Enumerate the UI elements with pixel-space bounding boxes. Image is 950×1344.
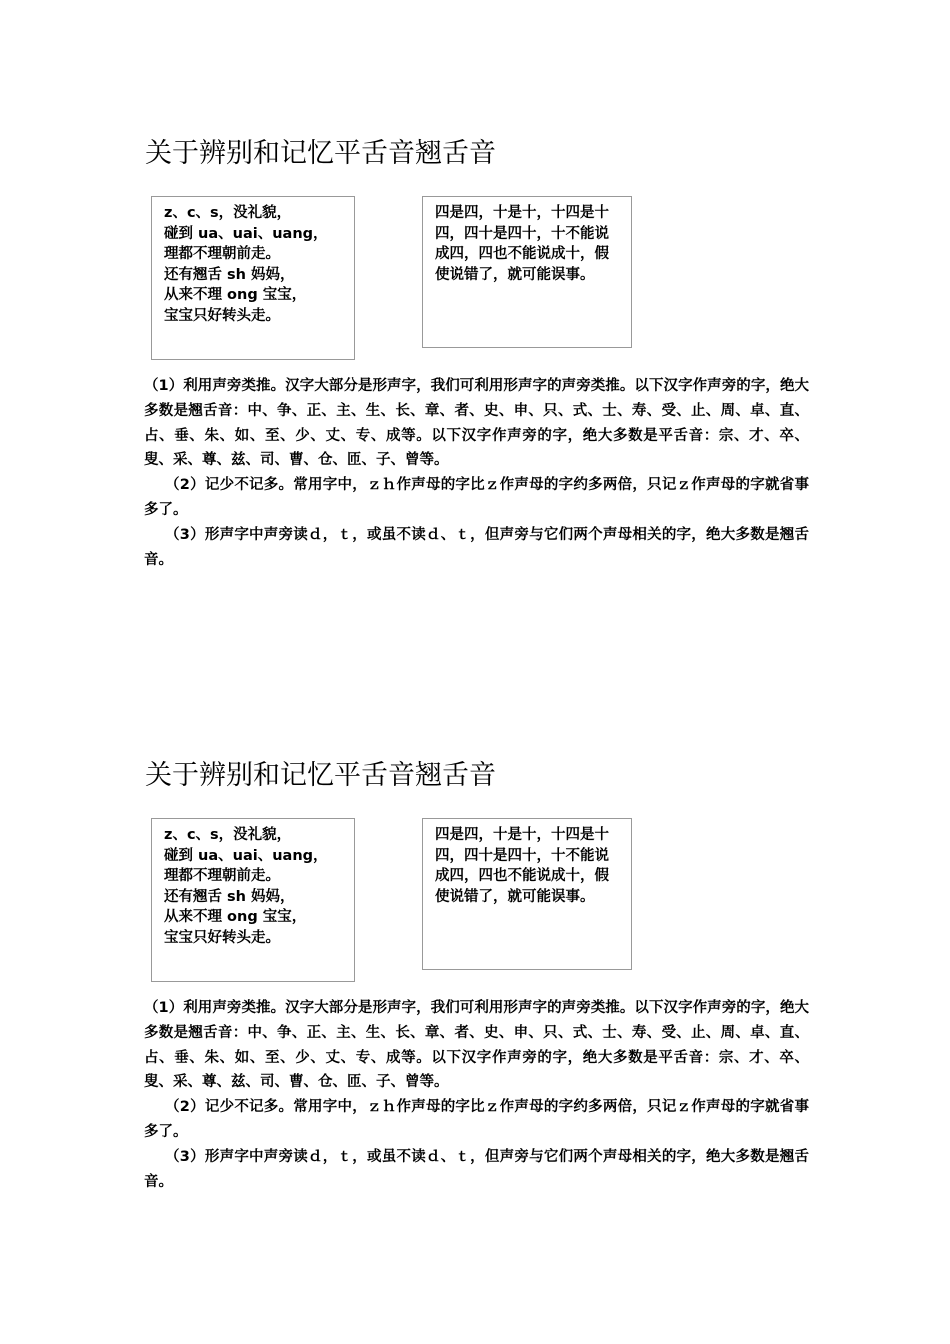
rhyme-line: 从来不理 ong 宝宝， — [164, 287, 307, 303]
rhyme-line: 碰到 ua、uai、uang， — [164, 225, 328, 242]
rhyme-line: 宝宝只好转头走。 — [164, 929, 280, 946]
rhyme-line: z、c、s，没礼貌， — [164, 205, 292, 221]
rhyme-line: 宝宝只好转头走。 — [164, 307, 280, 324]
paragraph-3: （3）形声字中声旁读ｄ，ｔ，或虽不读ｄ、ｔ，但声旁与它们两个声母相关的字，绝大多数是翘舌音。 — [144, 1148, 809, 1190]
rhyme-box — [151, 196, 355, 360]
section-title: 关于辨别和记忆平舌音翘舌音 — [145, 138, 496, 169]
rhyme-line: 理都不理朝前走。 — [164, 868, 280, 884]
paragraph-1: （1）利用声旁类推。汉字大部分是形声字，我们可利用形声字的声旁类推。以下汉字作声旁的字，绝大多数是翘舌音：中、争、正、主、生、长、章、者、史、申、只、式、士、寿、受、止、周、卓、直、占、垂、朱、如、至、少、丈、专、成等。以下汉字作声旁的字，绝大多数是平舌音：宗、才、卒、叟、采、尊、兹、司、曹、仓、匝、子、曾等。 — [144, 1000, 809, 1091]
paragraph-3: （3）形声字中声旁读ｄ，ｔ，或虽不读ｄ、ｔ，但声旁与它们两个声母相关的字，绝大多数是翘舌音。 — [144, 526, 809, 568]
paragraph-1: （1）利用声旁类推。汉字大部分是形声字，我们可利用形声字的声旁类推。以下汉字作声旁的字，绝大多数是翘舌音：中、争、正、主、生、长、章、者、史、申、只、式、士、寿、受、止、周、卓、直、占、垂、朱、如、至、少、丈、专、成等。以下汉字作声旁的字，绝大多数是平舌音：宗、才、卒、叟、采、尊、兹、司、曹、仓、匝、子、曾等。 — [144, 378, 809, 469]
rhyme-line: 理都不理朝前走。 — [164, 246, 280, 262]
explanation-text — [144, 374, 809, 572]
explanation-text — [144, 996, 809, 1194]
rhyme-line: z、c、s，没礼貌， — [164, 827, 292, 843]
rhyme-box — [151, 818, 355, 982]
tongue-twister-box — [422, 818, 632, 970]
rhyme-line: 还有翘舌 sh 妈妈， — [164, 888, 295, 905]
section-title: 关于辨别和记忆平舌音翘舌音 — [145, 760, 496, 791]
paragraph-2: （2）记少不记多。常用字中，ｚｈ作声母的字比ｚ作声母的字约多两倍，只记ｚ作声母的字就省事多了。 — [144, 1099, 809, 1140]
tongue-twister-text: 四是四，十是十，十四是十四，四十是四十，十不能说成四，四也不能说成十，假使说错了，就可能误事。 — [435, 205, 609, 283]
rhyme-line: 还有翘舌 sh 妈妈， — [164, 266, 295, 283]
rhyme-line: 从来不理 ong 宝宝， — [164, 909, 307, 925]
paragraph-2: （2）记少不记多。常用字中，ｚｈ作声母的字比ｚ作声母的字约多两倍，只记ｚ作声母的字就省事多了。 — [144, 477, 809, 518]
tongue-twister-box — [422, 196, 632, 348]
tongue-twister-text: 四是四，十是十，十四是十四，四十是四十，十不能说成四，四也不能说成十，假使说错了，就可能误事。 — [435, 827, 609, 905]
rhyme-line: 碰到 ua、uai、uang， — [164, 847, 328, 864]
